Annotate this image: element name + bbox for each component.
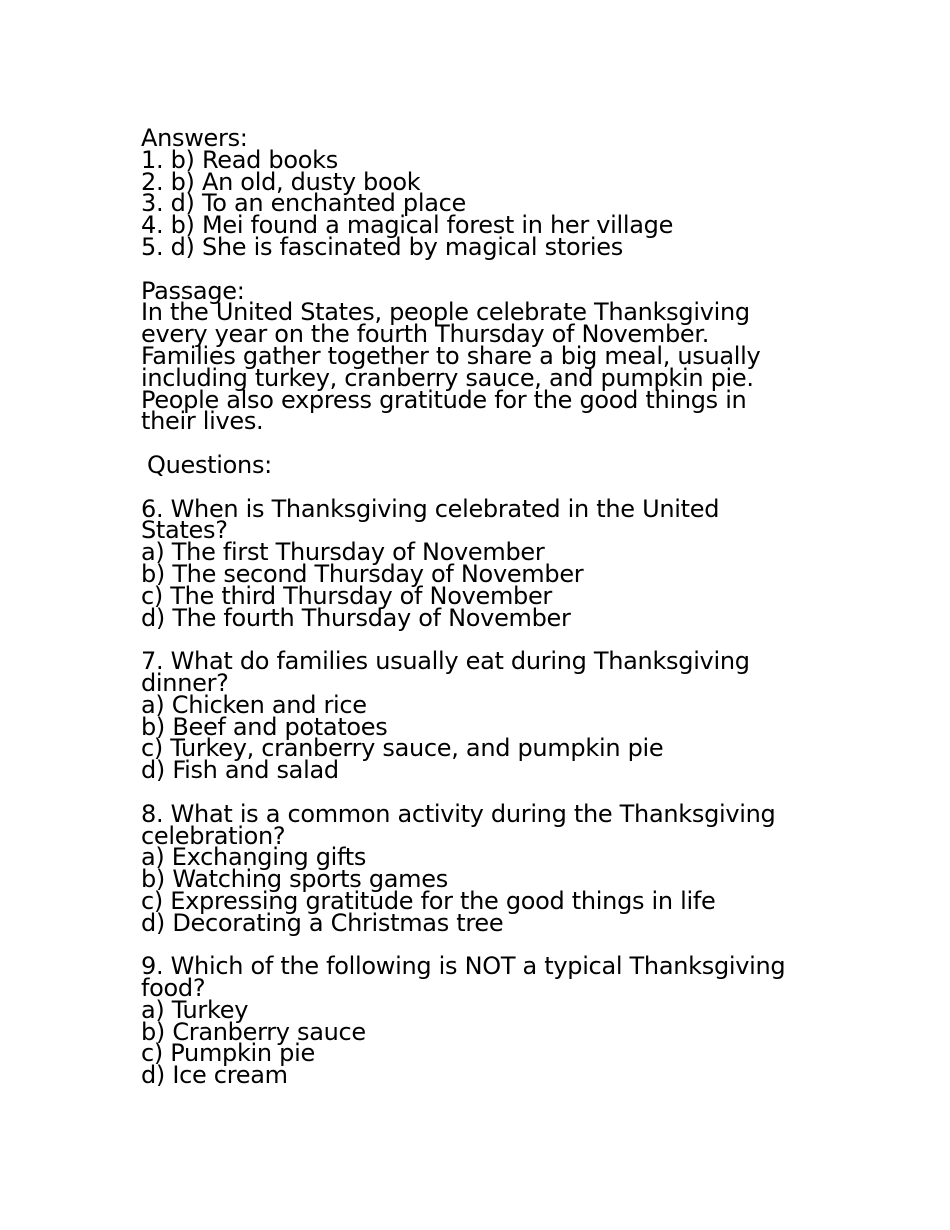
passage-line: Families gather together to share a big meal, usually — [141, 341, 761, 370]
answer-item: 1. b) Read books — [141, 145, 338, 174]
question-option: d) Ice cream — [141, 1061, 288, 1090]
question-text: 8. What is a common activity during the Thanksgiving — [141, 799, 776, 828]
document-page — [141, 124, 821, 1090]
passage-heading: Passage: — [141, 276, 245, 305]
answer-item: 3. d) To an enchanted place — [141, 189, 467, 218]
question-option: d) Decorating a Christmas tree — [141, 908, 504, 937]
question-option: b) The second Thursday of November — [141, 559, 584, 588]
question-option: c) The third Thursday of November — [141, 581, 552, 610]
question-option: d) Fish and salad — [141, 756, 339, 785]
passage-line: In the United States, people celebrate Thanksgiving — [141, 298, 750, 327]
question-8 — [141, 799, 821, 937]
answers-section — [141, 124, 821, 261]
answer-item: 2. b) An old, dusty book — [141, 167, 421, 196]
question-option: d) The fourth Thursday of November — [141, 603, 571, 632]
passage-line: People also express gratitude for the good things in — [141, 385, 747, 414]
question-text: food? — [141, 974, 206, 1003]
question-option: c) Expressing gratitude for the good things in life — [141, 886, 716, 915]
question-option: c) Pumpkin pie — [141, 1039, 315, 1068]
question-option: a) The first Thursday of November — [141, 538, 545, 567]
passage-line: including turkey, cranberry sauce, and pumpkin pie. — [141, 363, 754, 392]
question-9 — [141, 952, 821, 1090]
answer-item: 5. d) She is fascinated by magical stories — [141, 232, 623, 261]
question-option: b) Watching sports games — [141, 865, 448, 894]
question-7 — [141, 647, 821, 785]
questions-heading: Questions: — [147, 450, 272, 479]
passage-section — [141, 276, 821, 436]
question-text: celebration? — [141, 821, 286, 850]
question-option: a) Exchanging gifts — [141, 843, 367, 872]
answer-item: 4. b) Mei found a magical forest in her village — [141, 211, 674, 240]
question-option: a) Turkey — [141, 995, 249, 1024]
question-option: b) Beef and potatoes — [141, 712, 388, 741]
passage-line: every year on the fourth Thursday of November. — [141, 320, 710, 349]
question-text: 9. Which of the following is NOT a typical Thanksgiving — [141, 952, 786, 981]
question-text: 7. What do families usually eat during Thanksgiving — [141, 647, 750, 676]
question-option: b) Cranberry sauce — [141, 1017, 366, 1046]
question-text: dinner? — [141, 668, 229, 697]
question-option: a) Chicken and rice — [141, 690, 367, 719]
question-6 — [141, 494, 821, 632]
question-option: c) Turkey, cranberry sauce, and pumpkin pie — [141, 734, 664, 763]
question-text: States? — [141, 516, 228, 545]
answers-heading: Answers: — [141, 124, 248, 152]
passage-line: their lives. — [141, 407, 264, 436]
question-text: 6. When is Thanksgiving celebrated in the United — [141, 494, 720, 523]
